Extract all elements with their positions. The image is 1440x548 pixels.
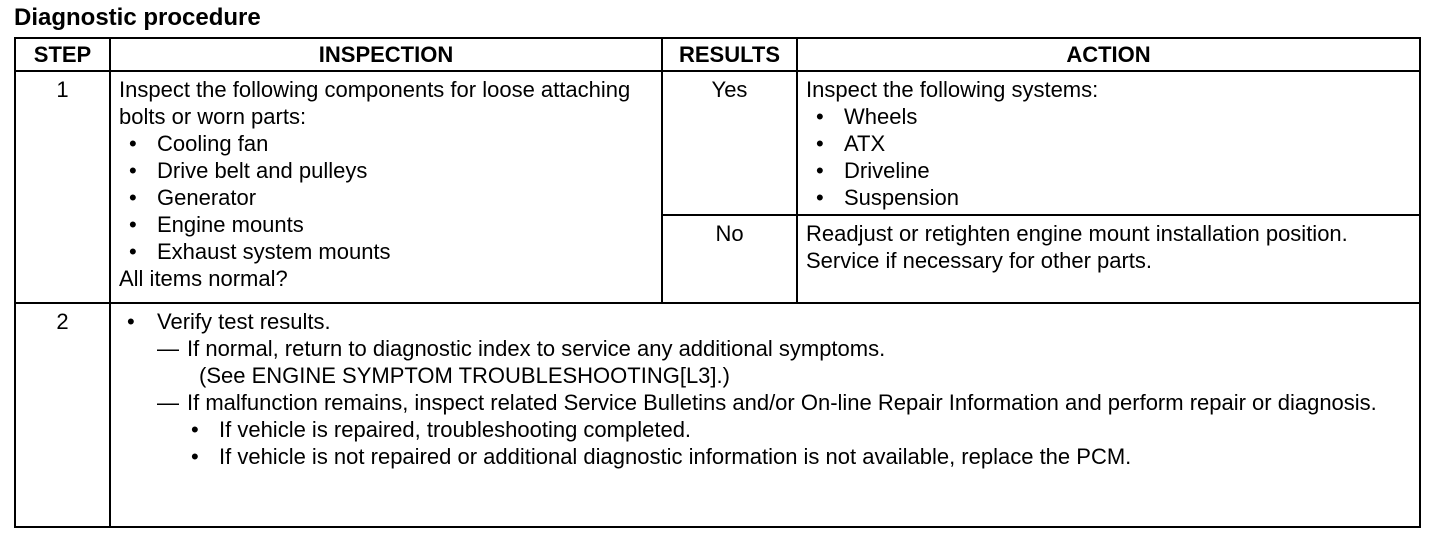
dash-icon: — xyxy=(157,336,179,361)
list-item: • Cooling fan xyxy=(127,130,655,157)
list-item: • Engine mounts xyxy=(127,211,655,238)
header-row xyxy=(15,38,1420,71)
header-action: ACTION xyxy=(797,38,1420,71)
step2-not-repaired-text: If vehicle is not repaired or additional diagnostic information is not available, replace the PCM. xyxy=(219,444,1132,469)
step1-action-no-line1: Readjust or retighten engine mount installation position. xyxy=(806,221,1348,246)
step1-action-no xyxy=(797,215,1420,303)
step2-verify-text: Verify test results. xyxy=(157,309,331,334)
diagnostic-table xyxy=(14,37,1421,528)
step1-number: 1 xyxy=(15,71,110,303)
step1-action-yes xyxy=(797,71,1420,215)
step2-number: 2 xyxy=(15,303,110,527)
step1-result-no: No xyxy=(662,215,797,303)
step1-question: All items normal? xyxy=(119,266,288,291)
step1-result-yes: Yes xyxy=(662,71,797,215)
step2-malfunction-text: If malfunction remains, inspect related Service Bulletins and/or On-line Repair Information and perform repair or diagnosis. xyxy=(187,390,1377,415)
step1-action-no-line2: Service if necessary for other parts. xyxy=(806,248,1153,273)
bullet-icon: • xyxy=(127,309,135,334)
step2-normal xyxy=(119,335,1411,362)
list-item: • Exhaust system mounts xyxy=(127,238,655,265)
step2-normal-reference: (See ENGINE SYMPTOM TROUBLESHOOTING[L3].) xyxy=(199,363,730,388)
bullet-icon: • xyxy=(191,417,199,442)
step1-inspection-intro: Inspect the following components for loose attaching bolts or worn parts: xyxy=(119,77,631,129)
step2-malfunction xyxy=(119,389,1411,416)
step2-repaired xyxy=(119,416,1411,443)
header-step: STEP xyxy=(15,38,110,71)
list-item: • ATX xyxy=(814,130,1413,157)
step2-repaired-text: If vehicle is repaired, troubleshooting completed. xyxy=(219,417,692,442)
step1-inspection xyxy=(110,71,662,303)
header-results: RESULTS xyxy=(662,38,797,71)
list-item: • Driveline xyxy=(814,157,1413,184)
dash-icon: — xyxy=(157,390,179,415)
step1-yes-row xyxy=(15,71,1420,215)
step1-systems-list xyxy=(806,103,1413,211)
step2-normal-text: If normal, return to diagnostic index to service any additional symptoms. xyxy=(187,336,886,361)
step1-action-yes-intro: Inspect the following systems: xyxy=(806,77,1099,102)
list-item: • Wheels xyxy=(814,103,1413,130)
list-item: • Generator xyxy=(127,184,655,211)
header-inspection: INSPECTION xyxy=(110,38,662,71)
step2-verify xyxy=(119,308,1411,335)
step1-components-list xyxy=(119,130,655,265)
bullet-icon: • xyxy=(191,444,199,469)
list-item: • Suspension xyxy=(814,184,1413,211)
step2-not-repaired xyxy=(119,443,1411,470)
list-item: • Drive belt and pulleys xyxy=(127,157,655,184)
page-title: Diagnostic procedure xyxy=(14,4,261,31)
step2-content xyxy=(110,303,1420,527)
step2-row xyxy=(15,303,1420,527)
